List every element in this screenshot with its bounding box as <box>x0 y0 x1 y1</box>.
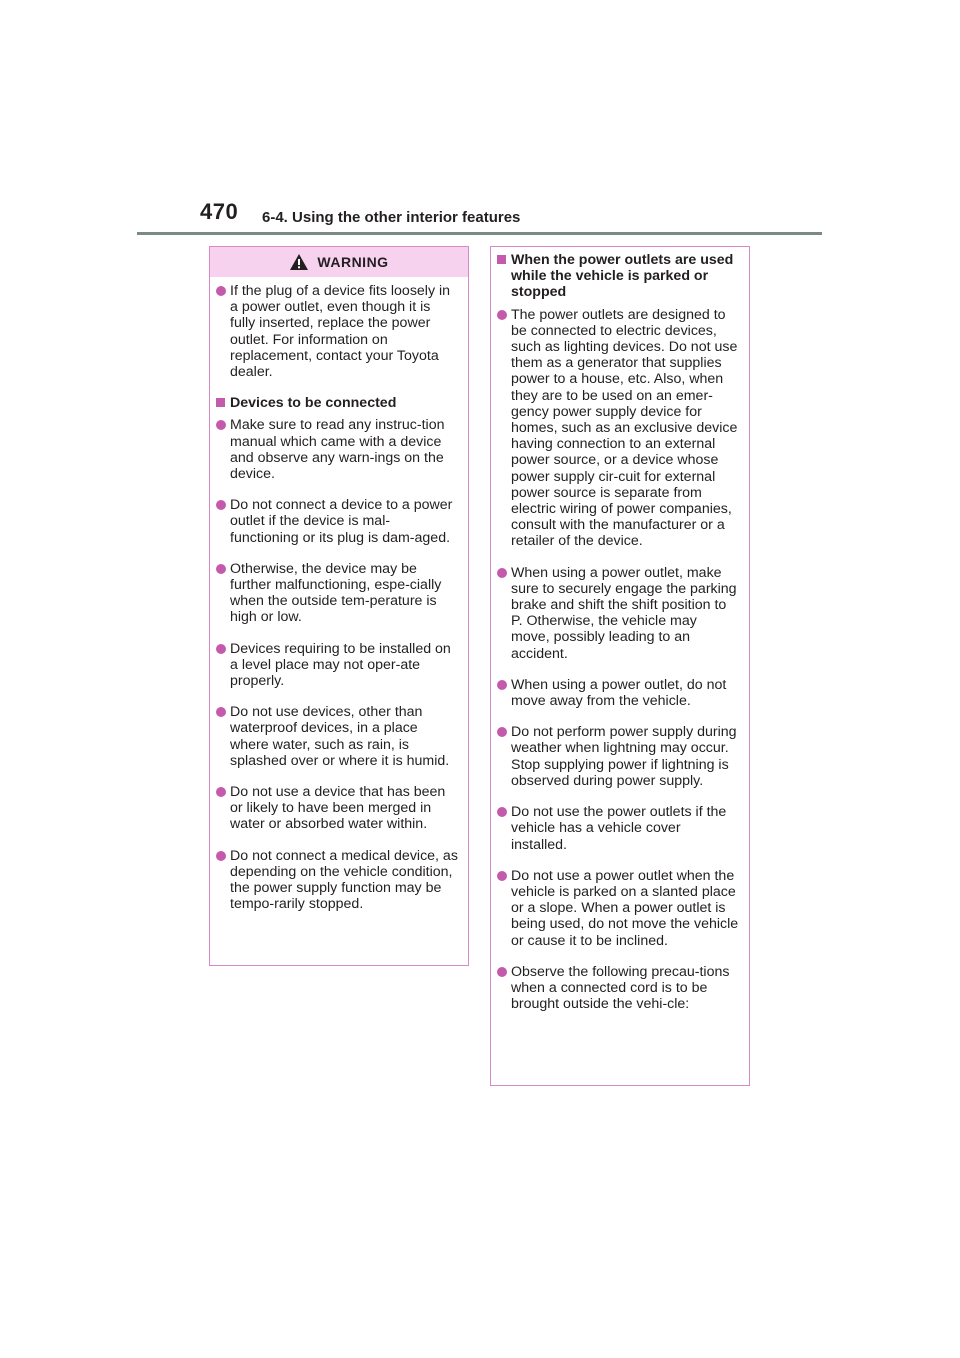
devices-heading <box>216 395 458 411</box>
bullet-icon <box>216 787 226 797</box>
warning-title: WARNING <box>317 254 389 270</box>
warning-box-left <box>209 246 469 966</box>
parked-item-text: Do not use a power outlet when the vehicle is parked on a slanted place or a slope. When a power outlet is being used, do not move the vehicle or cause it to be inclined. <box>511 867 739 949</box>
page-number: 470 <box>200 199 239 224</box>
parked-item-text: Observe the following precau-tions when a connected cord is to be brought outside the vehi-cle: <box>511 963 730 1013</box>
warning-list-item <box>216 848 458 913</box>
bullet-icon <box>216 564 226 574</box>
warning-item-text: Devices requiring to be installed on a level place may not oper-ate properly. <box>230 640 451 690</box>
parked-list-item <box>497 964 739 1013</box>
bullet-icon <box>497 310 507 320</box>
bullet-icon <box>497 807 507 817</box>
parked-list-item <box>497 565 739 662</box>
warning-content <box>210 277 468 913</box>
warning-item-text: Otherwise, the device may be further malfunctioning, espe-cially when the outside tem-perature is high or low. <box>230 560 442 626</box>
parked-heading-text: When the power outlets are used while the vehicle is parked or stopped <box>511 252 734 301</box>
bullet-icon <box>216 707 226 717</box>
warning-item-text: Do not connect a medical device, as depending on the vehicle condition, the power supply function may be tempo-rarily stopped. <box>230 847 458 913</box>
parked-item-text: When using a power outlet, do not move away from the vehicle. <box>511 676 727 710</box>
warning-item-text: Make sure to read any instruc-tion manual which came with a device and observe any warn-ings on the device. <box>230 417 445 483</box>
warning-item-text: Do not connect a device to a power outlet if the device is mal-functioning or its plug is dam-aged. <box>230 497 453 546</box>
parked-list-item <box>497 724 739 789</box>
warning-item-text: If the plug of a device fits loosely in a power outlet, even though it is fully inserted, replace the power outlet. For information on replacement, contact your Toyota dealer. <box>230 283 451 381</box>
parked-content <box>491 247 749 1012</box>
warning-item-text: Do not use devices, other than waterproof devices, in a place where water, such as rain, is splashed over or where it is humid. <box>230 704 450 769</box>
warning-list-item <box>216 561 458 626</box>
parked-item-text: The power outlets are designed to be connected to electric devices, such as lighting devices. Do not use them as a generator that supplies power to a house, etc. Also, when they are to be used on an emer-gency power supply device for homes, such as an exclusive device having connection to an external power source, or a device whose power supply cir-cuit for external power source is separate from electric wiring of power companies, consult with the manufacturer or a retailer of the device. <box>511 306 738 550</box>
bullet-icon <box>216 851 226 861</box>
warning-triangle-icon <box>289 253 309 271</box>
warning-list-item <box>216 417 458 482</box>
bullet-icon <box>497 727 507 737</box>
devices-heading-text: Devices to be connected <box>230 395 397 412</box>
warning-box-right <box>490 246 750 1086</box>
warning-list-item <box>216 497 458 546</box>
parked-list-item <box>497 677 739 709</box>
warning-list-item <box>216 283 458 380</box>
warning-list-item <box>216 704 458 769</box>
bullet-icon <box>216 420 226 430</box>
bullet-icon <box>216 500 226 510</box>
section-title: 6-4. Using the other interior features <box>262 209 521 226</box>
bullet-icon <box>216 286 226 296</box>
parked-item-text: Do not perform power supply during weather when lightning may occur. Stop supplying power if lightning is observed during power supply. <box>511 724 737 789</box>
parked-list-item <box>497 307 739 550</box>
bullet-icon <box>497 967 507 977</box>
bullet-icon <box>497 568 507 578</box>
square-bullet-icon <box>216 398 225 407</box>
bullet-icon <box>216 644 226 654</box>
bullet-icon <box>497 680 507 690</box>
parked-list-item <box>497 868 739 949</box>
square-bullet-icon <box>497 255 506 264</box>
warning-header <box>210 247 468 277</box>
warning-list-item <box>216 641 458 690</box>
parked-item-text: When using a power outlet, make sure to securely engage the parking brake and shift the shift position to P. Otherwise, the vehicle may move, possibly leading to an accident. <box>511 564 737 662</box>
header-divider <box>137 232 822 235</box>
warning-list-item <box>216 784 458 833</box>
bullet-icon <box>497 871 507 881</box>
warning-item-text: Do not use a device that has been or likely to have been merged in water or absorbed water within. <box>230 784 446 833</box>
parked-item-text: Do not use the power outlets if the vehicle has a vehicle cover installed. <box>511 804 727 853</box>
parked-heading <box>497 252 739 301</box>
parked-list-item <box>497 804 739 853</box>
